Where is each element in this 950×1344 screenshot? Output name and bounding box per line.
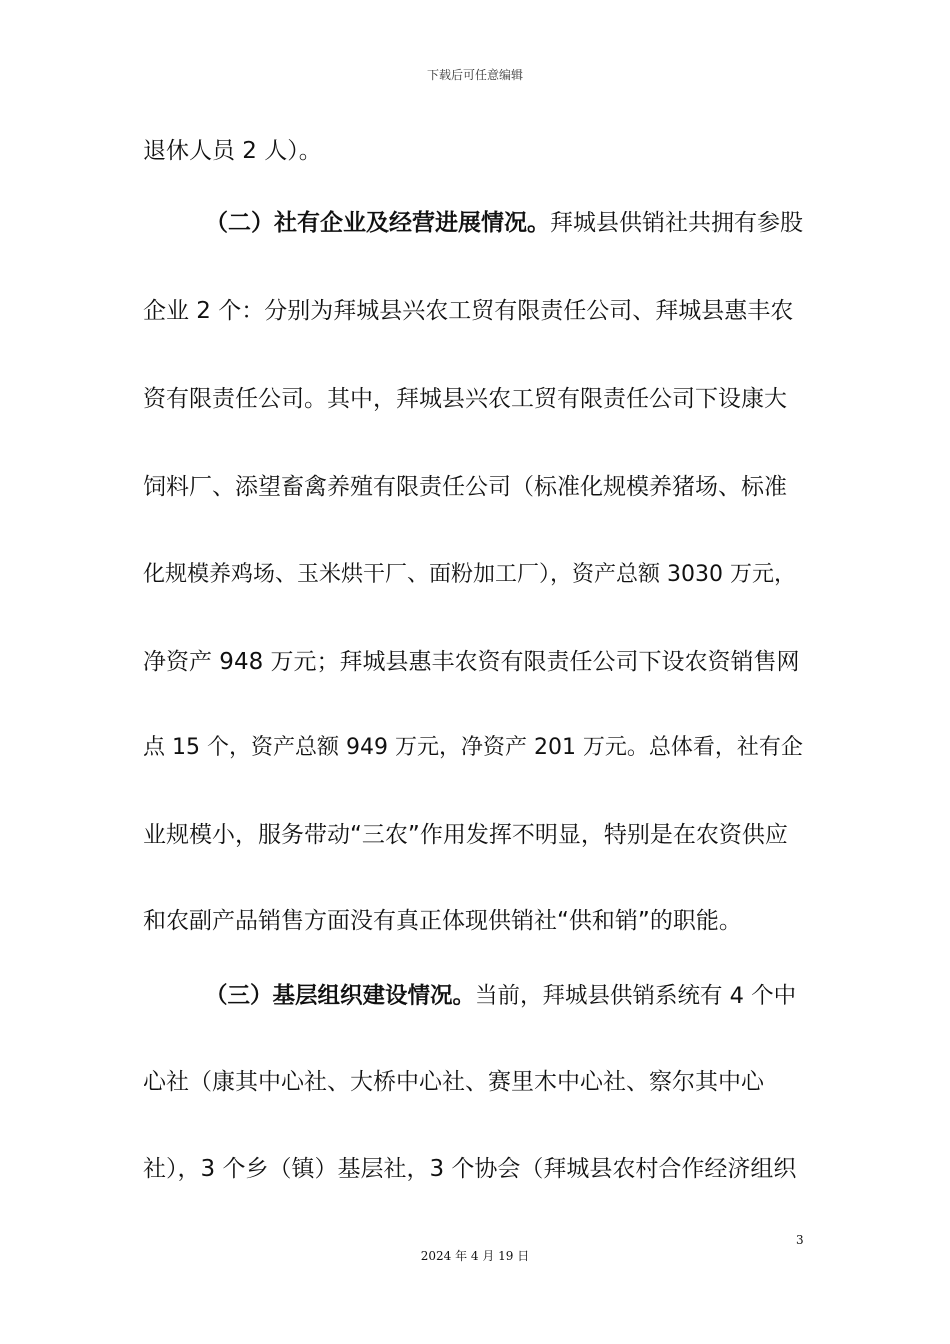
section-heading: （二）社有企业及经营进展情况。 xyxy=(205,210,550,236)
text-line xyxy=(143,296,808,326)
text-line-content: 企业 2 个：分别为拜城县兴农工贸有限责任公司、拜城县惠丰农 xyxy=(143,298,794,324)
text-line xyxy=(143,384,808,414)
text-line xyxy=(143,136,808,166)
text-line-content: 化规模养鸡场、玉米烘干厂、面粉加工厂），资产总额 3030 万元， xyxy=(143,562,796,587)
page-number: 3 xyxy=(796,1233,804,1247)
text-line-content: 资有限责任公司。其中，拜城县兴农工贸有限责任公司下设康大 xyxy=(143,386,787,412)
text-line xyxy=(143,906,808,936)
text-line xyxy=(143,560,808,590)
text-line-content: 当前，拜城县供销系统有 4 个中 xyxy=(475,983,797,1009)
text-line-content: 净资产 948 万元；拜城县惠丰农资有限责任公司下设农资销售网 xyxy=(143,649,800,675)
text-line-content: 点 15 个，资产总额 949 万元，净资产 201 万元。总体看，社有企 xyxy=(143,735,803,760)
footer-date: 2024 年 4 月 19 日 xyxy=(420,1249,530,1263)
header-note: 下载后可任意编辑 xyxy=(426,68,523,82)
text-line xyxy=(143,472,808,502)
section-heading: （三）基层组织建设情况。 xyxy=(205,983,476,1009)
text-line-content: 心社（康其中心社、大桥中心社、赛里木中心社、察尔其中心 xyxy=(143,1069,764,1095)
text-line xyxy=(143,1067,808,1097)
text-line xyxy=(143,1154,808,1184)
text-line xyxy=(143,733,808,763)
text-line xyxy=(143,820,808,850)
section-heading-line xyxy=(143,208,808,238)
text-line-content: 业规模小，服务带动“三农”作用发挥不明显，特别是在农资供应 xyxy=(143,822,788,848)
text-line-content: 社），3 个乡（镇）基层社，3 个协会（拜城县农村合作经济组织 xyxy=(143,1156,797,1182)
text-line-content: 和农副产品销售方面没有真正体现供销社“供和销”的职能。 xyxy=(143,908,742,934)
text-line-content: 饲料厂、添望畜禽养殖有限责任公司（标准化规模养猪场、标准 xyxy=(143,474,787,500)
text-line-content: 退休人员 2 人）。 xyxy=(143,138,322,164)
section-heading-line xyxy=(143,981,808,1011)
text-line-content: 拜城县供销社共拥有参股 xyxy=(550,210,803,236)
text-line xyxy=(143,647,808,677)
